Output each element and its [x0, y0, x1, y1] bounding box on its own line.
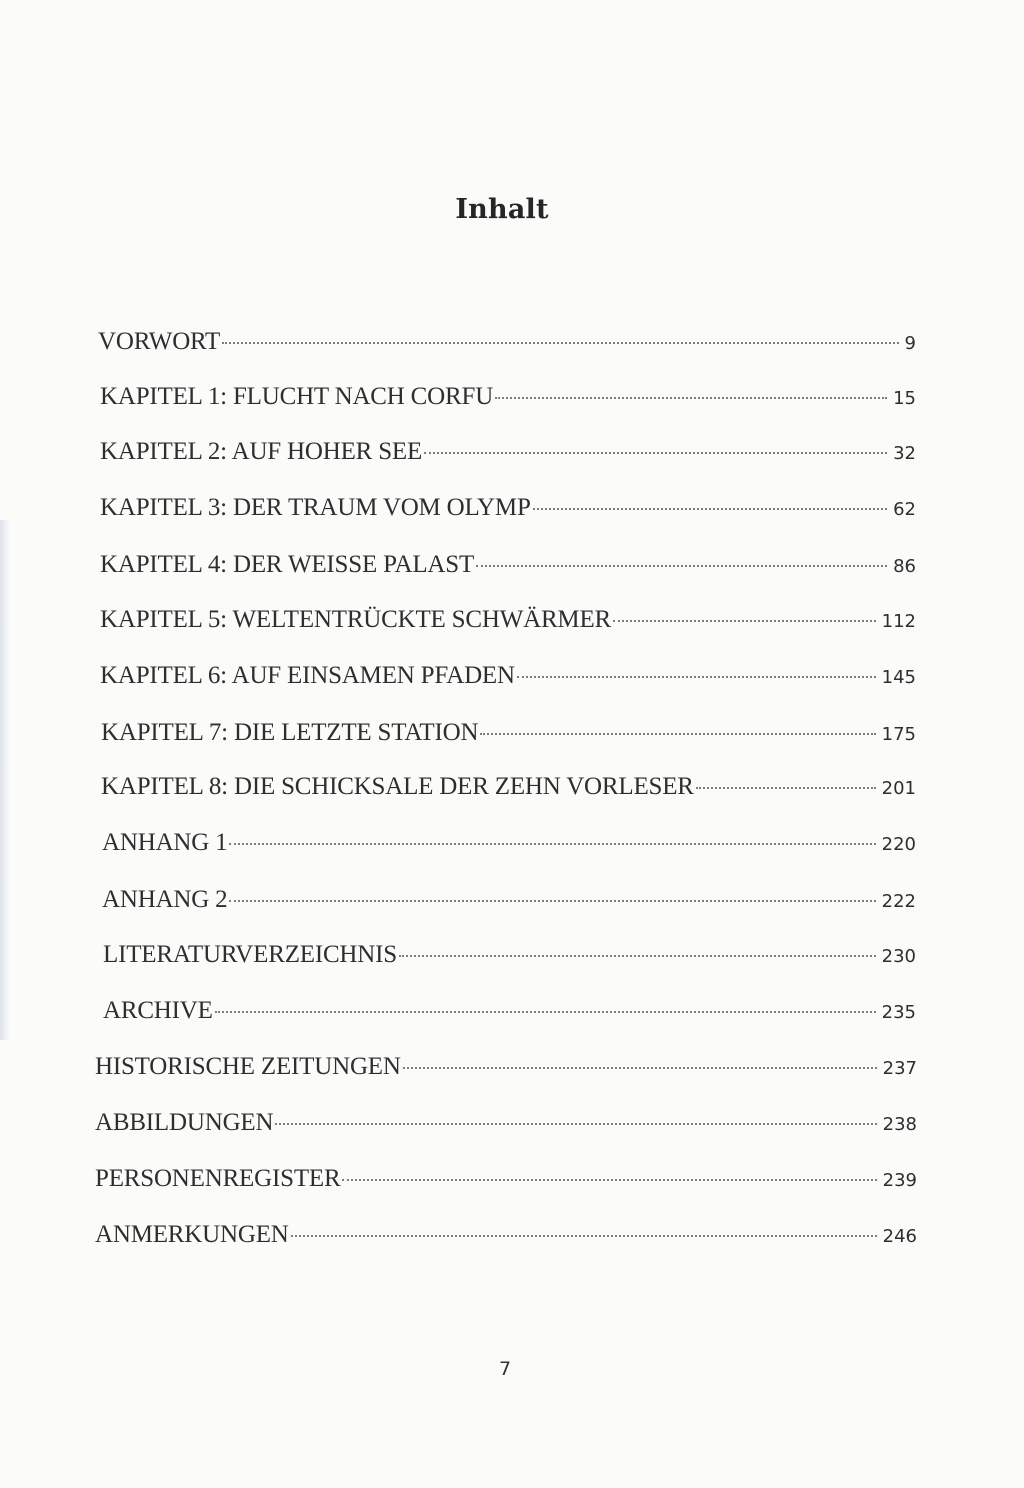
- toc-entry-page: 175: [881, 724, 916, 745]
- toc-entry-kapitel-8[interactable]: [101, 773, 916, 803]
- dot-leader: [399, 955, 876, 957]
- toc-entry-label: KAPITEL 5: WELTENTRÜCKTE SCHWÄRMER: [100, 606, 612, 633]
- toc-entry-kapitel-4[interactable]: [100, 551, 916, 581]
- toc-entry-page: 230: [881, 946, 916, 967]
- toc-entry-kapitel-2[interactable]: [100, 438, 916, 468]
- toc-entry-label: LITERATURVERZEICHNIS: [103, 941, 397, 968]
- dot-leader: [229, 843, 875, 845]
- toc-entry-page: 238: [882, 1114, 917, 1135]
- toc-entry-label: ANMERKUNGEN: [95, 1221, 289, 1248]
- toc-entry-page: 220: [881, 834, 916, 855]
- dot-leader: [275, 1123, 876, 1125]
- toc-entry-page: 112: [881, 611, 916, 632]
- toc-entry-historische-zeitungen[interactable]: [95, 1053, 917, 1083]
- dot-leader: [696, 787, 876, 789]
- dot-leader: [424, 452, 887, 454]
- dot-leader: [533, 508, 887, 510]
- toc-entry-label: PERSONENREGISTER: [95, 1165, 341, 1192]
- toc-entry-label: KAPITEL 1: FLUCHT NACH CORFU: [100, 383, 494, 410]
- toc-entry-page: 235: [881, 1002, 916, 1023]
- dot-leader: [222, 342, 898, 344]
- toc-entry-label: ANHANG 1: [102, 829, 228, 856]
- dot-leader: [215, 1011, 876, 1013]
- toc-entry-label: KAPITEL 6: AUF EINSAMEN PFADEN: [100, 662, 515, 689]
- toc-entry-page: 32: [893, 443, 916, 464]
- dot-leader: [480, 733, 875, 735]
- toc-entry-page: 239: [882, 1170, 917, 1191]
- toc-entry-label: KAPITEL 2: AUF HOHER SEE: [100, 438, 423, 465]
- toc-entry-vorwort[interactable]: [98, 328, 916, 358]
- toc-entry-literaturverzeichnis[interactable]: [103, 941, 916, 971]
- dot-leader: [291, 1235, 877, 1237]
- toc-entry-label: HISTORISCHE ZEITUNGEN: [95, 1053, 401, 1080]
- toc-entry-label: KAPITEL 8: DIE SCHICKSALE DER ZEHN VORLESER: [101, 773, 694, 800]
- toc-entry-page: 62: [893, 499, 916, 520]
- toc-entry-page: 237: [882, 1058, 917, 1079]
- toc-entry-page: 9: [904, 333, 916, 354]
- toc-entry-anhang-2[interactable]: [102, 886, 916, 916]
- toc-entry-label: KAPITEL 7: DIE LETZTE STATION: [101, 719, 479, 746]
- toc-entry-label: ABBILDUNGEN: [95, 1109, 274, 1136]
- page-number: 7: [498, 1358, 512, 1380]
- toc-entry-anmerkungen[interactable]: [95, 1221, 917, 1251]
- dot-leader: [495, 397, 887, 399]
- toc-entry-label: VORWORT: [98, 328, 221, 355]
- toc-entry-page: 86: [893, 556, 916, 577]
- toc-entry-page: 201: [881, 778, 916, 799]
- toc-entry-label: KAPITEL 3: DER TRAUM VOM OLYMP: [100, 494, 531, 521]
- toc-entry-archive[interactable]: [103, 997, 916, 1027]
- toc-entry-page: 246: [882, 1226, 917, 1247]
- dot-leader: [403, 1067, 877, 1069]
- toc-entry-kapitel-1[interactable]: [100, 383, 916, 413]
- dot-leader: [613, 620, 876, 622]
- dot-leader: [342, 1179, 876, 1181]
- toc-entry-kapitel-3[interactable]: [100, 494, 916, 524]
- dot-leader: [517, 676, 876, 678]
- toc-entry-page: 222: [881, 891, 916, 912]
- toc-entry-label: KAPITEL 4: DER WEISSE PALAST: [100, 551, 475, 578]
- toc-entry-personenregister[interactable]: [95, 1165, 917, 1195]
- toc-entry-page: 145: [881, 667, 916, 688]
- toc-entry-label: ANHANG 2: [102, 886, 228, 913]
- dot-leader: [476, 565, 887, 567]
- toc-entry-label: ARCHIVE: [103, 997, 213, 1024]
- toc-entry-anhang-1[interactable]: [102, 829, 916, 859]
- toc-entry-kapitel-7[interactable]: [101, 719, 916, 749]
- toc-entry-abbildungen[interactable]: [95, 1109, 917, 1139]
- toc-entry-kapitel-5[interactable]: [100, 606, 916, 636]
- toc-entry-kapitel-6[interactable]: [100, 662, 916, 692]
- toc-entry-page: 15: [893, 388, 916, 409]
- page-title: Inhalt: [455, 194, 549, 225]
- dot-leader: [229, 900, 875, 902]
